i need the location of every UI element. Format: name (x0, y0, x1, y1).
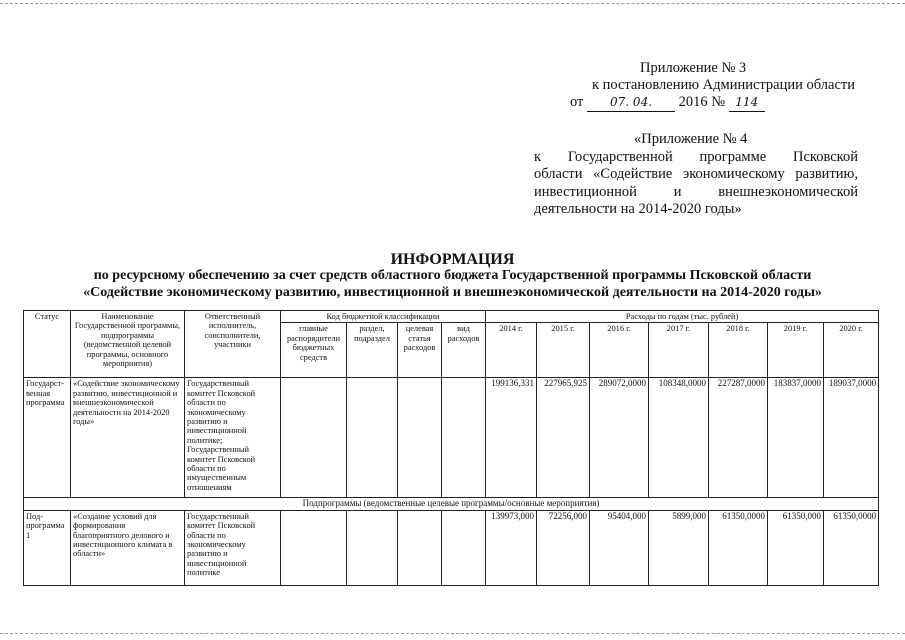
date-prefix: от (570, 94, 584, 110)
row-value: 95404,000 (590, 510, 649, 585)
document-subtitle-1: по ресурсному обеспечению за счет средств областного бюджета Государственной программы Псковской области (93, 268, 812, 283)
row-executor: Государственный комитет Псковской области по экономическому развитию и инвестиционной политике (185, 510, 281, 585)
row-executor: Государственный комитет Псковской области по экономическому развитию и инвестиционной политике; Государственный комитет Псковской области по имущественным отношениям (185, 378, 281, 498)
col-status-header: Статус (24, 311, 71, 378)
row-value: 183837,0000 (768, 378, 824, 498)
row-value: 227965,925 (537, 378, 590, 498)
scan-bottom-edge (0, 633, 905, 634)
row-value: 61350,000 (768, 510, 824, 585)
row-code-cell (347, 510, 398, 585)
section-row (24, 498, 879, 510)
row-code-cell (281, 510, 347, 585)
row-value: 5899,000 (649, 510, 709, 585)
appendix-3-line2: к постановлению Администрации области (591, 77, 855, 93)
col-year-header: 2019 г. (768, 323, 824, 378)
col-year-header: 2015 г. (537, 323, 590, 378)
col-year-header: 2017 г. (649, 323, 709, 378)
row-status: Под-программа 1 (24, 510, 71, 585)
document-subtitle-2: «Содействие экономическому развитию, инвестиционной и внешнеэкономической деятельности на 2014-2020 годы» (83, 285, 822, 300)
appendix-4-title: «Приложение № 4 (634, 131, 748, 147)
row-value: 61350,0000 (824, 510, 879, 585)
row-value: 139973,000 (486, 510, 537, 585)
col-executor-header: Ответственный исполнитель, соисполнители, участники (185, 311, 281, 378)
row-value: 189037,0000 (824, 378, 879, 498)
scan-top-edge (0, 3, 905, 4)
col-code-header: раздел, подраздел (347, 323, 398, 378)
resource-table (23, 310, 879, 586)
appendix-4-block (534, 131, 858, 219)
row-status: Государст-венная программа (24, 378, 71, 498)
row-code-cell (347, 378, 398, 498)
col-code-header: целевая статья расходов (398, 323, 442, 378)
row-value: 61350,0000 (709, 510, 768, 585)
row-value: 227287,0000 (709, 378, 768, 498)
row-code-cell (442, 378, 486, 498)
col-year-header: 2016 г. (590, 323, 649, 378)
col-name-header: Наименование Государственной программы, подпрограммы (ведомственной целевой программы, основного мероприятия) (71, 311, 185, 378)
handwritten-date: 07. 04. (587, 94, 675, 112)
col-year-header: 2020 г. (824, 323, 879, 378)
appendix-4-line: области «Содействие экономическому развитию, (534, 166, 858, 182)
appendix-4-line: инвестиционной и внешнеэкономической (534, 183, 858, 200)
table-row (24, 378, 879, 498)
table-header-row (24, 311, 879, 323)
row-value: 199136,331 (486, 378, 537, 498)
row-value: 289072,0000 (590, 378, 649, 498)
row-code-cell (398, 378, 442, 498)
appendix-3-date-line (545, 94, 865, 112)
appendix-4-line: к Государственной программе Псковской (534, 148, 858, 165)
row-name: «Содействие экономическому развитию, инвестиционной и внешнеэкономической деятельности на 2014-2020 годы» (71, 378, 185, 498)
section-header: Подпрограммы (ведомственные целевые программы/основные мероприятия) (24, 498, 879, 510)
appendix-3-title: Приложение № 3 (640, 60, 747, 76)
row-value: 108348,0000 (649, 378, 709, 498)
col-code-header: вид расходов (442, 323, 486, 378)
row-code-cell (281, 378, 347, 498)
col-budget-code-header: Код бюджетной классификации (281, 311, 486, 323)
col-expenses-header: Расходы по годам (тыс. рублей) (486, 311, 879, 323)
table-row (24, 510, 879, 585)
appendix-3-block (545, 60, 865, 112)
row-code-cell (442, 510, 486, 585)
year-text: 2016 № (678, 94, 726, 110)
col-year-header: 2014 г. (486, 323, 537, 378)
row-name: «Создание условий для формирования благоприятного делового и инвестиционного климата в области» (71, 510, 185, 585)
col-code-header: главные распорядители бюджетных средств (281, 323, 347, 378)
document-title: ИНФОРМАЦИЯ (390, 251, 515, 268)
handwritten-number: 114 (729, 94, 765, 112)
row-code-cell (398, 510, 442, 585)
appendix-4-line: деятельности на 2014-2020 годы» (534, 201, 742, 217)
row-value: 72256,000 (537, 510, 590, 585)
col-year-header: 2018 г. (709, 323, 768, 378)
